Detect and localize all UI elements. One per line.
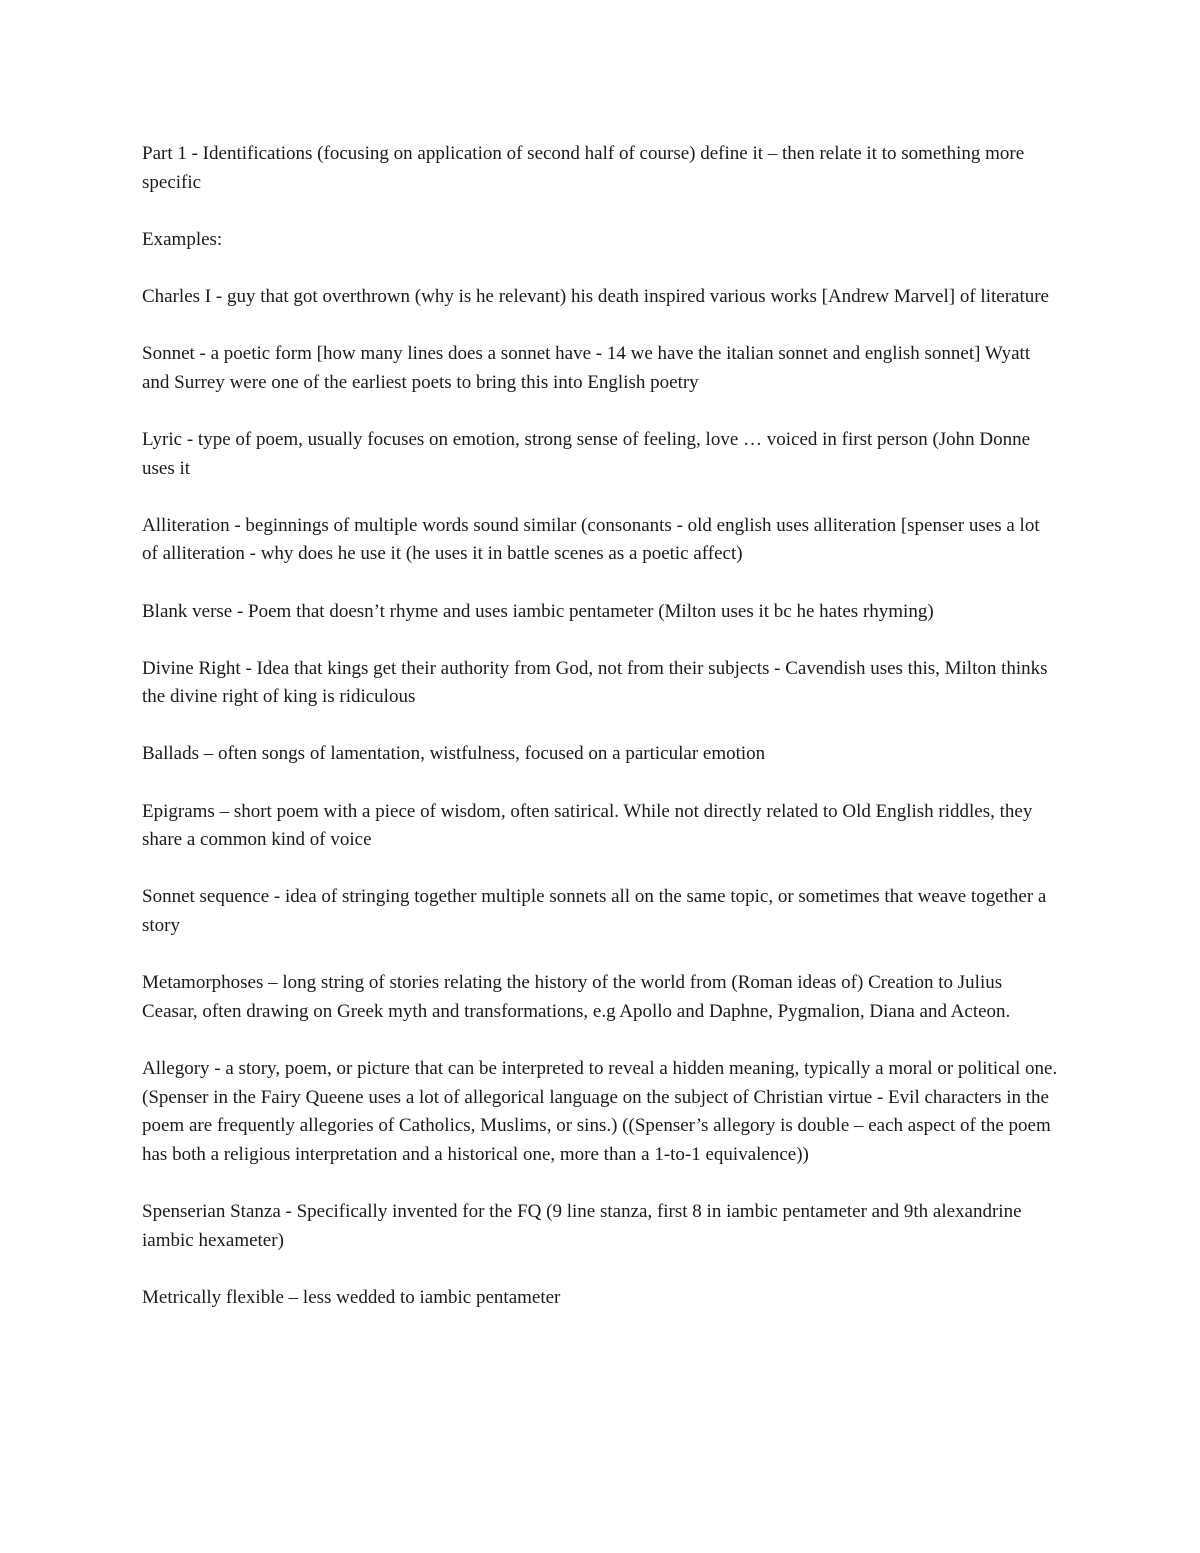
term-divine-right: Divine Right - Idea that kings get their authority from God, not from their subjects - Cavendish uses this, Milton thinks the divine right of king is ridiculous [142,657,1048,708]
examples-label: Examples: [142,228,223,250]
term-sonnet-sequence: Sonnet sequence - idea of stringing together multiple sonnets all on the same topic, or sometimes that weave together a story [142,886,1047,937]
term-metamorphoses: Metamorphoses – long string of stories relating the history of the world from (Roman ideas of) Creation to Julius Ceasar, often drawing on Greek myth and transformations, e.g Apollo and Daphne, Pygmalion, Diana and Acteon. [142,972,1011,1022]
term-blank-verse: Blank verse - Poem that doesn’t rhyme and uses iambic pentameter (Milton uses it bc he hates rhyming) [142,600,934,622]
term-ballads: Ballads – often songs of lamentation, wistfulness, focused on a particular emotion [142,743,766,765]
term-charles-i: Charles I - guy that got overthrown (why is he relevant) his death inspired various works [Andrew Marvel] of literature [142,285,1049,307]
term-metrically-flexible: Metrically flexible – less wedded to iambic pentameter [142,1286,561,1308]
term-epigrams: Epigrams – short poem with a piece of wisdom, often satirical. While not directly related to Old English riddles, they share a common kind of voice [142,800,1033,851]
intro-heading: Part 1 - Identifications (focusing on application of second half of course) define it – then relate it to something more specific [142,143,1025,193]
term-sonnet: Sonnet - a poetic form [how many lines does a sonnet have - 14 we have the italian sonnet and english sonnet] Wyatt and Surrey were one of the earliest poets to bring this into English poetry [142,343,1031,393]
term-lyric: Lyric - type of poem, usually focuses on emotion, strong sense of feeling, love … voiced in first person (John Donne uses it [142,428,1031,479]
term-alliteration: Alliteration - beginnings of multiple words sound similar (consonants - old english uses alliteration [spenser uses a lot of alliteration - why does he use it (he uses it in battle scenes as a poetic affect) [142,514,1040,565]
term-allegory: Allegory - a story, poem, or picture that can be interpreted to reveal a hidden meaning, typically a moral or political one. (Spenser in the Fairy Queene uses a lot of allegorical language on the subject of Christian virtue - Evil characters in the poem are frequently allegories of Catholics, Muslims, or sins.) ((Spenser’s allegory is double – each aspect of the poem has both a religious interpretation and a historical one, more than a 1-to-1 equivalence)) [142,1058,1058,1165]
term-spenserian-stanza: Spenserian Stanza - Specifically invented for the FQ (9 line stanza, first 8 in iambic pentameter and 9th alexandrine iambic hexameter) [142,1200,1022,1251]
